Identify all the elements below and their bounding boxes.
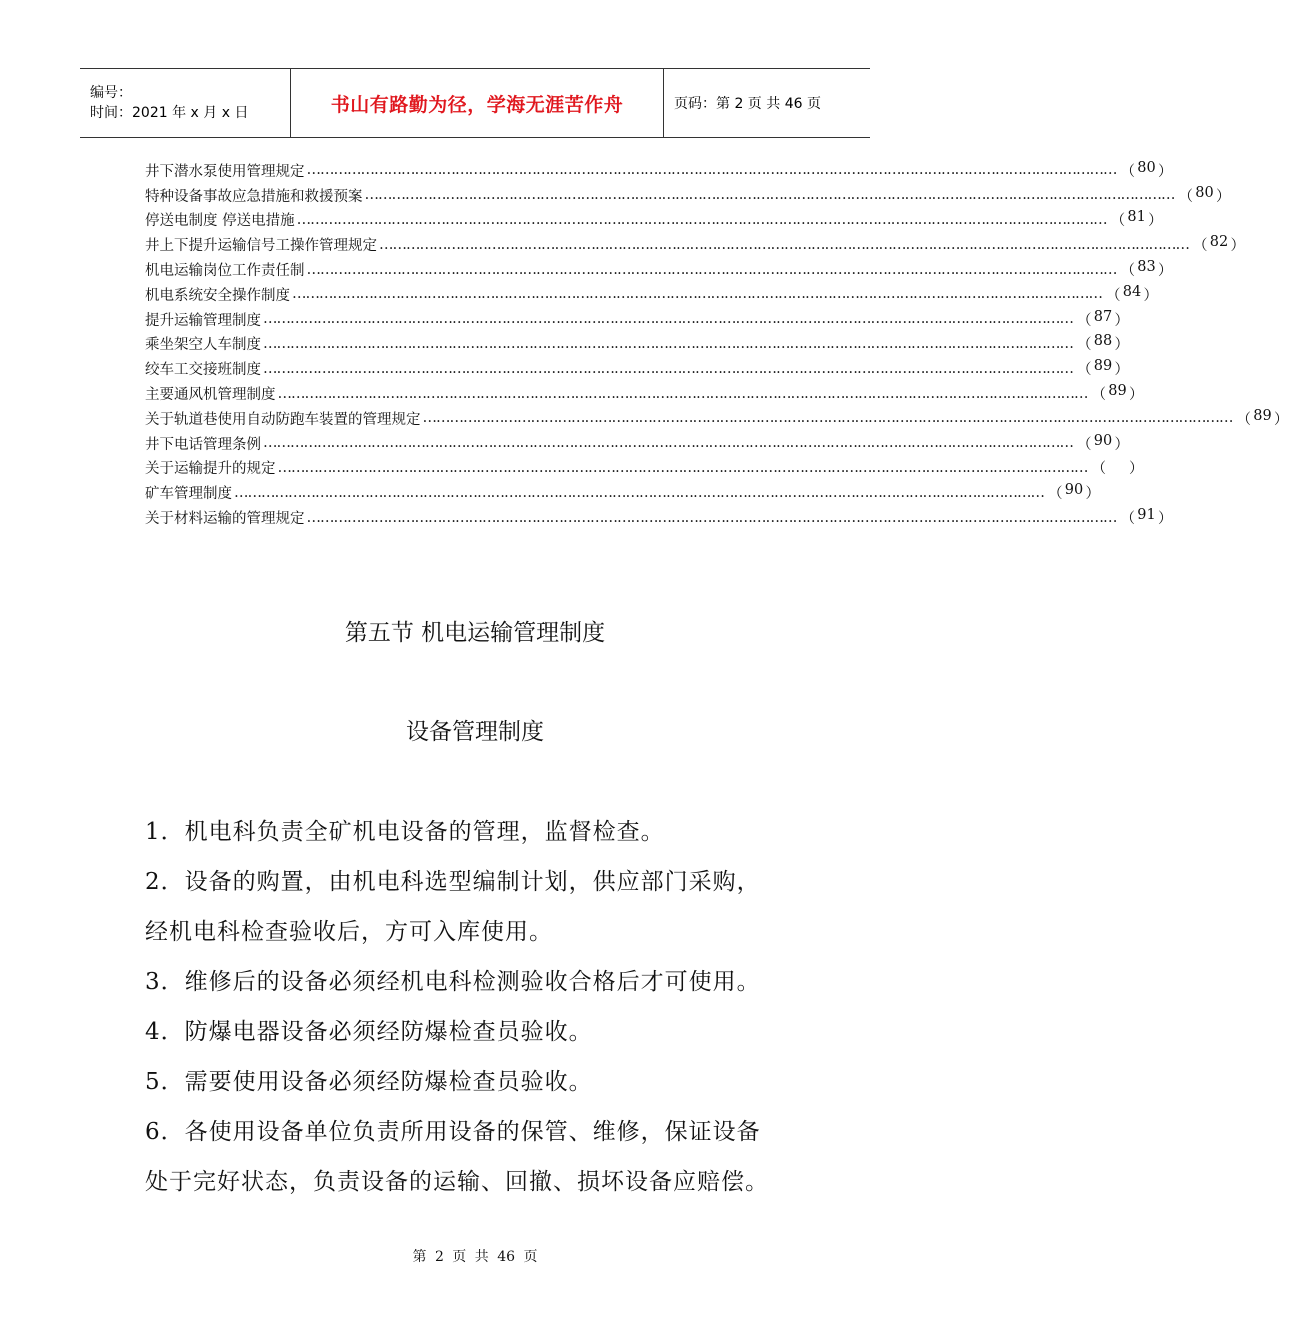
toc-entry-page: （ 87 ） [1077,308,1129,329]
toc-page-number: 90 [1093,432,1113,449]
toc-entry-title: 关于运输提升的规定 [145,461,276,478]
toc-entry-page: （ 82 ） [1193,234,1245,255]
toc-entry-title: 机电运输岗位工作责任制 [145,263,305,280]
toc-entry [145,232,1245,257]
document-number-label: 编号： [90,85,132,101]
toc-entry [145,183,1231,208]
paragraph-line: 2．设备的购置，由机电科选型编制计划，供应部门采购， [145,869,761,895]
toc-leader-dots: ……………………………………………………………………………………………………………………………………………………………… [306,261,1117,278]
toc-page-number: 83 [1137,259,1156,276]
toc-entry [145,356,1129,381]
paragraph-line: 1．机电科负责全矿机电设备的管理，监督检查。 [145,819,665,845]
toc-leader-dots: ……………………………………………………………………………………………………………………………………………………………… [422,410,1233,427]
toc-entry-title: 关于轨道巷使用自动防跑车装置的管理规定 [145,411,421,428]
toc-entry-title: 停送电制度 停送电措施 [145,213,295,230]
toc-page-number: 89 [1253,407,1272,424]
header-motto: 书山有路勤为径，学海无涯苦作舟 [330,93,624,116]
toc-leader-dots: ……………………………………………………………………………………………………………………………………………………………… [277,385,1088,402]
toc-entry-page: （ 81 ） [1110,209,1163,230]
toc-entry-page: （ 90 ） [1077,432,1129,453]
toc-entry-title: 井下电话管理条例 [145,436,261,453]
toc-leader-dots: ……………………………………………………………………………………………………………………………………………………………… [379,236,1189,253]
header-page-cell [664,69,821,137]
toc-entry-title: 井上下提升运输信号工操作管理规定 [145,238,377,255]
toc-entry-page: （ 89 ） [1236,407,1289,428]
page-header [80,68,870,138]
toc-entry [145,480,1100,505]
toc-entry-title: 特种设备事故应急措施和救援预案 [145,188,363,205]
toc-entry-page: （ ） [1091,461,1144,478]
toc-entry-title: 机电系统安全操作制度 [145,287,290,304]
toc-leader-dots: ……………………………………………………………………………………………………………………………………………………………… [277,459,1088,476]
header-meta [80,69,291,137]
toc-page-number: 90 [1064,482,1084,499]
toc-page-number: 80 [1137,159,1156,176]
toc-entry [145,208,1163,233]
paragraph-line: 3．维修后的设备必须经机电科检测验收合格后才可使用。 [145,969,761,995]
document-date: 时间：2021 年 x 月 x 日 [90,105,249,121]
toc-entry-page: （ 89 ） [1077,358,1129,379]
toc-entry [145,257,1173,282]
toc-entry-title: 关于材料运输的管理规定 [145,511,305,528]
toc-page-number: 88 [1093,333,1113,350]
toc-leader-dots: ……………………………………………………………………………………………………………………………………………………………… [296,211,1107,228]
toc-page-number: 89 [1093,358,1113,375]
paragraph-line: 6．各使用设备单位负责所用设备的保管、维修，保证设备 [145,1119,761,1145]
toc-entry-page: （ 80 ） [1120,159,1173,180]
paragraph-line: 4．防爆电器设备必须经防爆检查员验收。 [145,1019,593,1045]
toc-leader-dots: ……………………………………………………………………………………………………………………………………………………………… [263,335,1073,352]
toc-entry-title: 井下潜水泵使用管理规定 [145,163,305,180]
toc-entry-title: 矿车管理制度 [145,486,232,503]
toc-page-number: 82 [1209,234,1229,251]
toc-leader-dots: ……………………………………………………………………………………………………………………………………………………………… [306,509,1117,526]
toc-page-number: 84 [1122,283,1142,300]
toc-entry [145,456,1144,481]
paragraph-line: 5．需要使用设备必须经防爆检查员验收。 [145,1069,593,1095]
section-title: 第五节 机电运输管理制度 [344,620,606,646]
paragraph-line: 处于完好状态，负责设备的运输、回撤、损坏设备应赔偿。 [145,1169,769,1195]
table-of-contents [145,158,1289,530]
toc-entry [145,307,1129,332]
toc-entry-page: （ 90 ） [1048,482,1100,503]
page-footer: 第 2 页 共 46 页 [412,1249,538,1265]
toc-entry-title: 绞车工交接班制度 [145,362,261,379]
toc-page-number: 87 [1093,308,1113,325]
toc-page-number: 91 [1137,507,1156,524]
toc-entry-title: 乘坐架空人车制度 [145,337,261,354]
toc-entry [145,505,1173,530]
toc-entry-page: （ 88 ） [1077,333,1129,354]
toc-leader-dots: ……………………………………………………………………………………………………………………………………………………………… [263,311,1073,328]
toc-entry-title: 提升运输管理制度 [145,312,261,329]
toc-entry [145,431,1129,456]
paragraph-line: 经机电科检查验收后，方可入库使用。 [145,919,553,945]
toc-leader-dots: ……………………………………………………………………………………………………………………………………………………………… [234,484,1044,501]
toc-page-number: 80 [1195,184,1214,201]
toc-entry [145,282,1158,307]
toc-entry-page: （ 84 ） [1106,283,1158,304]
toc-entry-page: （ 91 ） [1120,507,1173,528]
toc-leader-dots: ……………………………………………………………………………………………………………………………………………………………… [364,187,1175,204]
toc-entry-page: （ 80 ） [1178,184,1231,205]
header-page-number: 页码：第 2 页 共 46 页 [674,96,821,112]
sub-title: 设备管理制度 [406,719,544,745]
toc-entry-title: 主要通风机管理制度 [145,387,276,404]
toc-entry [145,406,1289,431]
toc-entry-page: （ 83 ） [1120,259,1173,280]
toc-entry [145,332,1129,357]
header-motto-cell [291,69,664,137]
toc-leader-dots: ……………………………………………………………………………………………………………………………………………………………… [263,435,1073,452]
body-text [145,807,825,1207]
toc-page-number: 89 [1108,383,1127,400]
toc-entry [145,381,1144,406]
toc-entry [145,158,1173,183]
toc-leader-dots: ……………………………………………………………………………………………………………………………………………………………… [263,360,1073,377]
toc-page-number: 81 [1127,209,1146,226]
toc-entry-page: （ 89 ） [1091,383,1144,404]
toc-leader-dots: ……………………………………………………………………………………………………………………………………………………………… [292,286,1102,303]
toc-leader-dots: ……………………………………………………………………………………………………………………………………………………………… [306,162,1117,179]
